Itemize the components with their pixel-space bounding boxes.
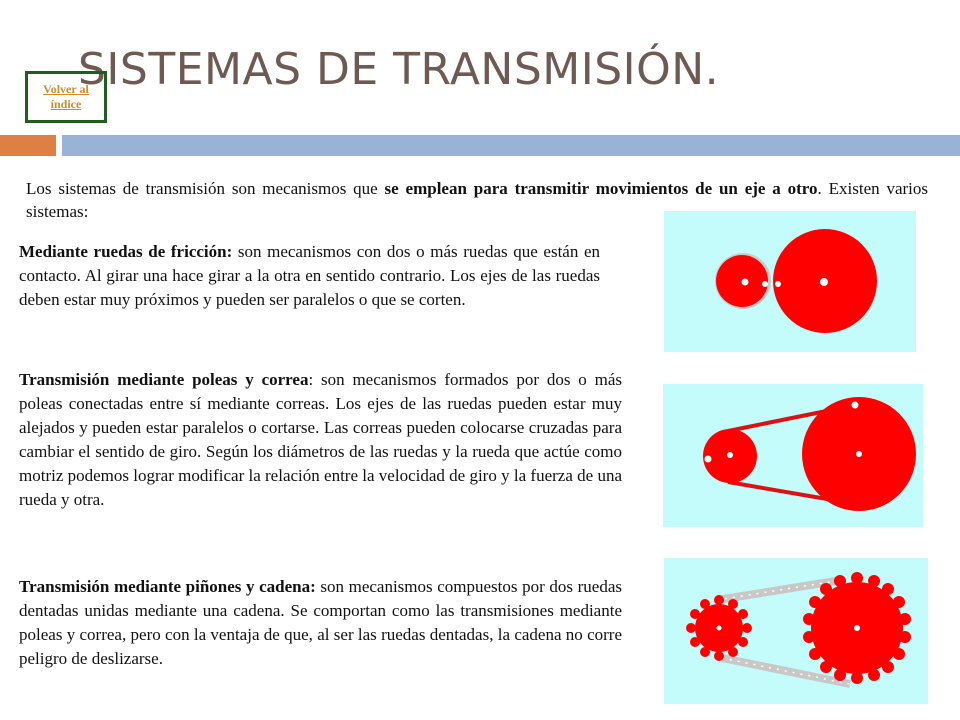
intro-text-2: . Existen varios sistemas: — [26, 179, 928, 221]
intro-text-1: Los sistemas de transmisión son mecanismos que — [26, 179, 385, 198]
accent-bar-blue — [62, 135, 960, 156]
pulleys-belt-paragraph — [19, 368, 622, 512]
axle-dot — [742, 279, 749, 286]
sprockets-chain-heading: Transmisión mediante piñones y cadena: — [19, 577, 316, 596]
sprockets-chain-text: son mecanismos compuestos por dos ruedas dentadas unidas mediante una cadena. Se comportan como las transmisiones mediante poleas y correa, pero con la ventaja de que, al ser las ruedas dentadas, la cadena no corre peligro de deslizarse. — [19, 577, 622, 668]
pulleys-belt-heading: Transmisión mediante poleas y correa — [19, 370, 309, 389]
friction-wheels-paragraph — [19, 240, 600, 312]
axle-dot — [854, 625, 860, 631]
axle-dot — [717, 626, 722, 631]
friction-wheels-diagram — [664, 211, 916, 352]
axle-dot — [727, 452, 733, 458]
back-link-line2: índice — [50, 97, 82, 111]
axle-dot — [705, 456, 712, 463]
intro-text-bold: se emplean para transmitir movimientos de un eje a otro — [384, 179, 818, 198]
pulleys-belt-text: : son mecanismos formados por dos o más poleas conectadas entre sí mediante correas. Los ejes de las ruedas pueden estar muy alejados y pueden estar paralelos o cortarse. Las correas pueden colocarse cruzadas para cambiar el sentido de giro. Según los diámetros de las ruedas y la rueda que actúe como motriz podemos lograr modificar la relación entre la velocidad de giro y la fuerza de una rueda y otra. — [19, 370, 622, 509]
friction-wheels-text: son mecanismos con dos o más ruedas que están en contacto. Al girar una hace girar a la otra en sentido contrario. Los ejes de las ruedas deben estar muy próximos y pueden ser paralelos o que se corten. — [19, 242, 601, 309]
axle-dot — [856, 451, 862, 457]
pulleys-belt-diagram — [663, 384, 923, 527]
axle-dot — [852, 402, 859, 409]
back-link-line1: Volver al — [43, 82, 89, 96]
axle-dot — [820, 278, 828, 286]
sprockets-chain-paragraph — [19, 575, 622, 671]
axle-dot — [775, 281, 781, 287]
axle-dot — [762, 281, 768, 287]
sprockets-chain-diagram — [664, 558, 928, 704]
friction-wheels-heading: Mediante ruedas de fricción: — [19, 242, 233, 261]
accent-bar-orange — [0, 135, 56, 156]
back-to-index-link[interactable] — [25, 71, 107, 123]
page-title: SISTEMAS DE TRANSMISIÓN. — [78, 44, 720, 95]
